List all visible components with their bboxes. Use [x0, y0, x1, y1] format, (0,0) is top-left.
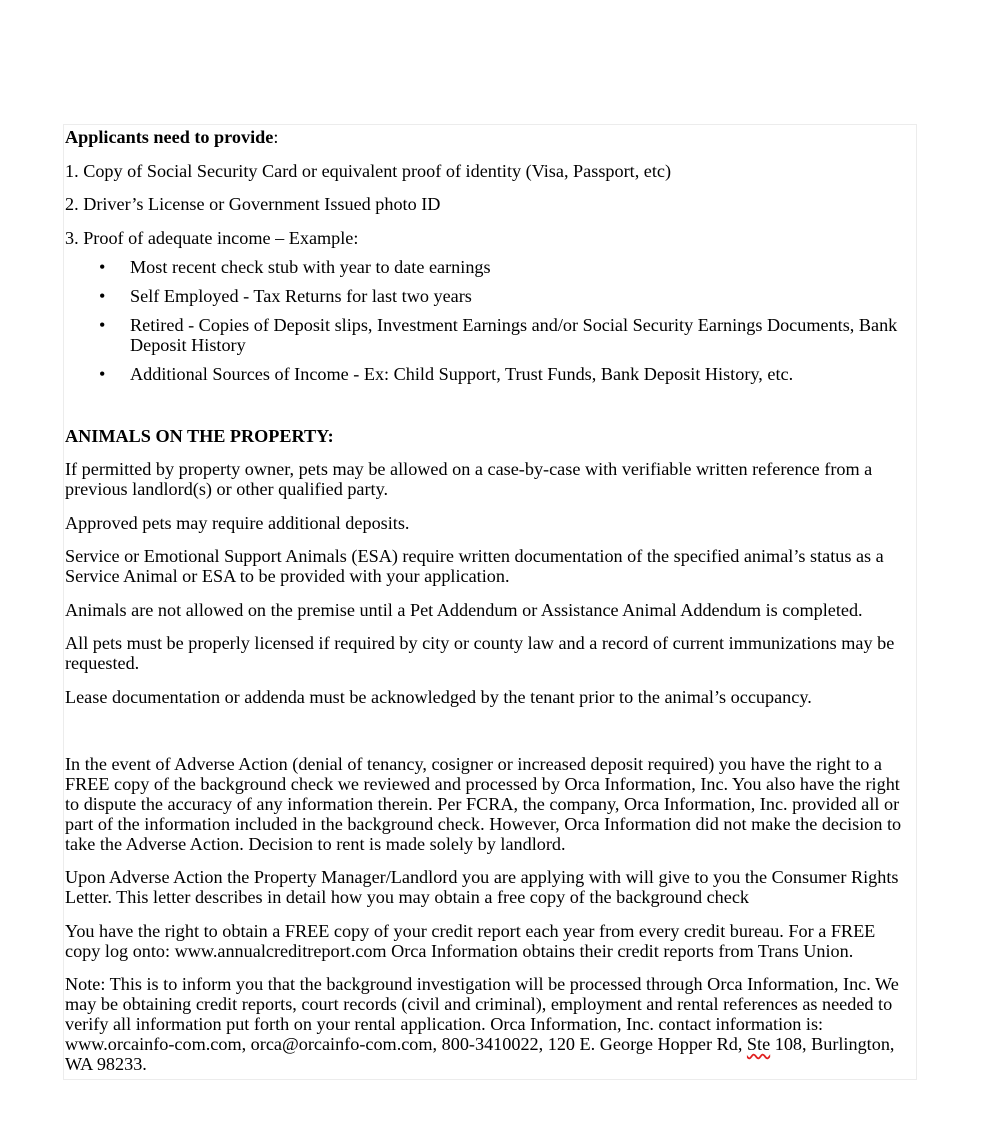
requirement-item: 3. Proof of adequate income – Example: — [65, 227, 359, 248]
list-item-text: Self Employed - Tax Returns for last two years — [130, 285, 472, 306]
bullet-icon: • — [99, 256, 106, 277]
list-item — [65, 364, 915, 384]
applicants-heading-colon: : — [273, 127, 279, 147]
animals-paragraph: Approved pets may require additional deposits. — [65, 512, 410, 533]
list-item-text: Most recent check stub with year to date earnings — [130, 256, 491, 277]
requirement-item: 1. Copy of Social Security Card or equivalent proof of identity (Visa, Passport, etc) — [65, 160, 672, 181]
applicants-heading: Applicants need to provide — [65, 127, 274, 147]
list-item — [65, 286, 915, 306]
animals-paragraph: Animals are not allowed on the premise until a Pet Addendum or Assistance Animal Addendum is completed. — [65, 599, 863, 620]
consumer-rights-paragraph: Upon Adverse Action the Property Manager/Landlord you are applying with will give to you the Consumer Rights Letter. This letter describes in detail how you may obtain a free copy of the background check — [65, 867, 899, 907]
list-item-text: Additional Sources of Income - Ex: Child Support, Trust Funds, Bank Deposit History, etc. — [130, 363, 794, 384]
applicants-heading-line — [65, 127, 915, 147]
list-item — [65, 257, 915, 277]
bullet-icon: • — [99, 363, 106, 384]
note-text: Note: This is to inform you that the background investigation will be processed through Orca Information, Inc. We may be obtaining credit reports, court records (civil and criminal), employment and rental references as needed to verify all information put forth on your rental application. Orca Information, Inc. contact information is: www.orcainfo-com.com, orca@orcainfo-com.com, 800-3410022, 120 E. George Hopper Rd, — [65, 974, 899, 1054]
animals-paragraph: If permitted by property owner, pets may be allowed on a case-by-case with verifiable written reference from a previous landlord(s) or other qualified party. — [65, 459, 873, 499]
animals-paragraph: Lease documentation or addenda must be acknowledged by the tenant prior to the animal’s occupancy. — [65, 686, 812, 707]
orca-note-paragraph — [65, 974, 915, 1074]
adverse-action-paragraph: In the event of Adverse Action (denial of tenancy, cosigner or increased deposit required) you have the right to a FREE copy of the background check we reviewed and processed by Orca Information, Inc. You also have the right to dispute the accuracy of any information therein. Per FCRA, the company, Orca Information, Inc. provided all or part of the information included in the background check. However, Orca Information did not make the decision to take the Adverse Action. Decision to rent is made solely by landlord. — [65, 753, 902, 854]
bullet-icon: • — [99, 314, 106, 335]
list-item-text: Retired - Copies of Deposit slips, Investment Earnings and/or Social Security Earnings Documents, Bank Deposit History — [130, 314, 898, 355]
spellcheck-flagged-word: Ste — [746, 1034, 771, 1054]
animals-heading: ANIMALS ON THE PROPERTY: — [65, 425, 334, 446]
animals-paragraph: Service or Emotional Support Animals (ESA) require written documentation of the specified animal’s status as a Service Animal or ESA to be provided with your application. — [65, 546, 884, 586]
income-examples-list — [65, 257, 915, 384]
note-text-end: 108, Burlington, WA 98233. — [65, 1034, 895, 1074]
bullet-icon: • — [99, 285, 106, 306]
requirement-item: 2. Driver’s License or Government Issued photo ID — [65, 194, 441, 214]
credit-report-paragraph: You have the right to obtain a FREE copy of your credit report each year from every credit bureau. For a FREE copy log onto: www.annualcreditreport.com Orca Information obtains their credit reports from Trans Union. — [65, 920, 876, 961]
animals-paragraph: All pets must be properly licensed if required by city or county law and a record of current immunizations may be requested. — [65, 633, 895, 673]
document-page — [63, 124, 917, 1080]
list-item — [65, 315, 915, 355]
